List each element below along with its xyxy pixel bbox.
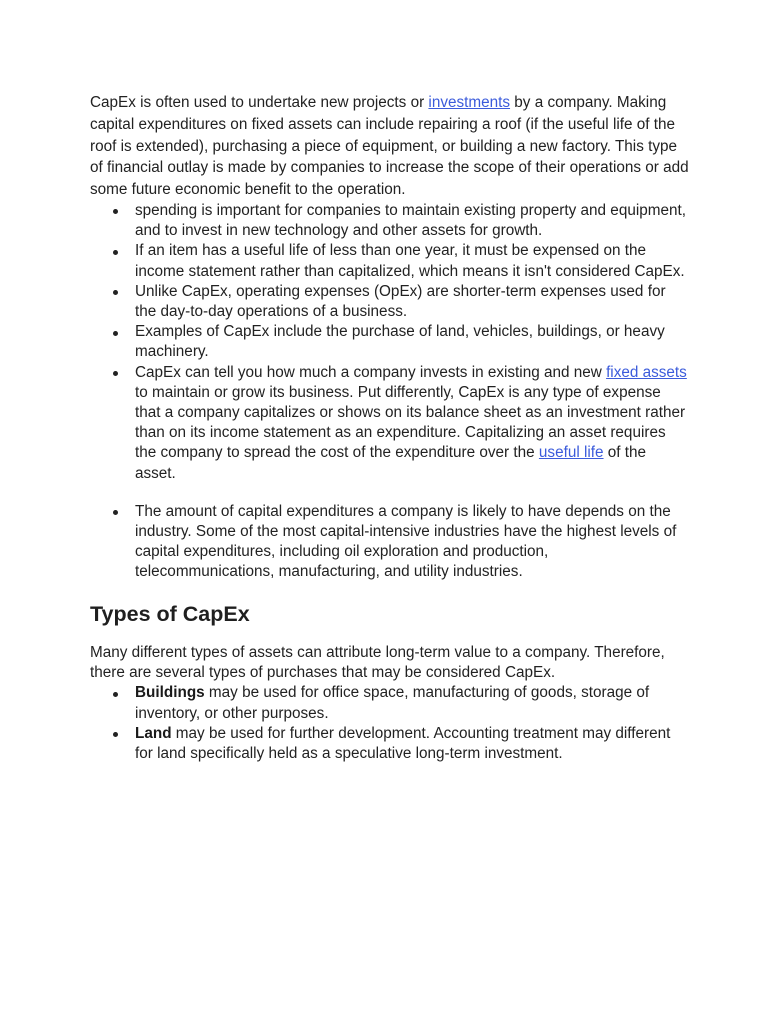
capex-facts-list xyxy=(90,201,690,583)
fixed-assets-link[interactable]: fixed assets xyxy=(606,363,687,381)
list-item-text-middle: to maintain or grow its business. Put differently, CapEx is any type of expense that a company capitalizes or shows on its balance sheet as an investment rather than on its income statement as an expenditure. Capitalizing an asset requires the company to spread the cost of the expenditure over the xyxy=(135,383,686,462)
bullet-icon xyxy=(113,331,118,336)
bullet-icon xyxy=(113,209,118,214)
list-item xyxy=(90,683,690,723)
bullet-icon xyxy=(113,250,118,255)
bullet-icon xyxy=(113,510,118,515)
list-item xyxy=(90,201,690,241)
list-item xyxy=(90,363,690,484)
type-description: may be used for office space, manufacturing of goods, storage of inventory, or other purposes. xyxy=(135,684,650,722)
article-body xyxy=(90,92,690,764)
intro-paragraph xyxy=(90,92,690,201)
investments-link[interactable]: investments xyxy=(428,94,511,111)
list-item xyxy=(90,724,690,764)
useful-life-link[interactable]: useful life xyxy=(538,444,604,462)
list-item xyxy=(90,241,690,281)
list-item xyxy=(90,282,690,322)
capex-types-list xyxy=(90,683,690,764)
list-item-text-start: CapEx can tell you how much a company invests in existing and new xyxy=(135,363,607,381)
bullet-icon xyxy=(113,692,118,697)
intro-text-start: CapEx is often used to undertake new projects or xyxy=(90,94,429,111)
list-item-text: If an item has a useful life of less than one year, it must be expensed on the income statement rather than capitalized, which means it isn't considered CapEx. xyxy=(135,242,685,280)
types-heading: Types of CapEx xyxy=(90,601,250,626)
intro-text-end: by a company. Making capital expenditures on fixed assets can include repairing a roof (if the useful life of the roof is extended), purchasing a piece of equipment, or building a new factory. This type of financial outlay is made by companies to increase the scope of their operations or add some future economic benefit to the operation. xyxy=(90,94,689,199)
list-item xyxy=(90,322,690,362)
type-description: may be used for further development. Accounting treatment may different for land specifically held as a speculative long-term investment. xyxy=(135,724,671,763)
list-item-text: The amount of capital expenditures a company is likely to have depends on the industry. Some of the most capital-intensive industries have the highest levels of capital expenditures, including oil exploration and production, telecommunications, manufacturing, and utility industries. xyxy=(135,502,677,581)
list-item-text-end: of the asset. xyxy=(135,444,647,482)
bullet-icon xyxy=(113,371,118,376)
type-term-buildings: Buildings xyxy=(135,684,205,702)
types-paragraph: Many different types of assets can attribute long-term value to a company. Therefore, there are several types of purchases that may be considered CapEx. xyxy=(90,643,665,682)
list-item-text: spending is important for companies to maintain existing property and equipment, and to invest in new technology and other assets for growth. xyxy=(135,201,686,240)
list-item-text: Unlike CapEx, operating expenses (OpEx) are shorter-term expenses used for the day-to-day operations of a business. xyxy=(135,282,666,320)
bullet-icon xyxy=(113,732,118,737)
list-item xyxy=(90,502,690,583)
list-item-text: Examples of CapEx include the purchase of land, vehicles, buildings, or heavy machinery. xyxy=(135,323,665,361)
type-term-land: Land xyxy=(135,724,172,742)
bullet-icon xyxy=(113,290,118,295)
